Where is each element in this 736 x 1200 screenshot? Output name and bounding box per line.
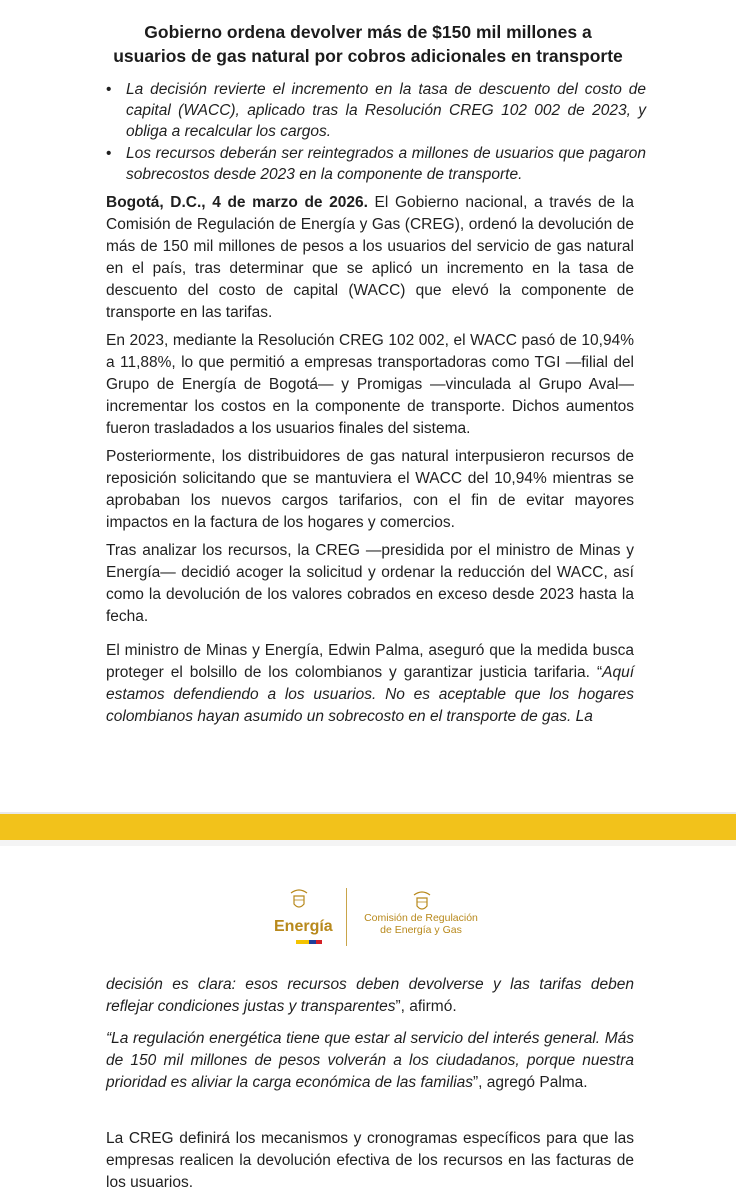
energia-logo-text: Energía	[274, 918, 333, 935]
creg-line-2: de Energía y Gas	[380, 924, 462, 936]
second-quote: “La regulación energética tiene que estar al servicio del interés general. Más de 150 mil millones de pesos volverán a los ciudadanos, porque nuestra prioridad es aliviar la carga económica de las familias	[106, 1030, 634, 1091]
summary-bullets	[126, 79, 646, 186]
logo-divider	[346, 888, 347, 946]
paragraph-quote-continuation	[106, 974, 634, 1018]
paragraph-intro-text: El Gobierno nacional, a través de la Comisión de Regulación de Energía y Gas (CREG), ordenó la devolución de más de 150 mil millones de pesos a los usuarios del servicio de gas natural en el país, tras determinar que se aplicó un incremento en la tasa de descuento del costo de capital (WACC) que elevó la componente de transporte en las tarifas.	[106, 194, 634, 321]
paragraph-recursos: Posteriormente, los distribuidores de gas natural interpusieron recursos de reposición solicitando que se mantuviera el WACC del 10,94% mientras se aprobaban los nuevos cargos tarifarios, con el fin de evitar mayores impactos en la factura de los hogares y comercios.	[106, 448, 634, 531]
headline-line-1: Gobierno ordena devolver más de $150 mil millones a	[144, 22, 592, 42]
colombia-crest-icon	[288, 888, 310, 914]
page-footer-band	[0, 814, 736, 840]
flag-stripe	[296, 940, 322, 944]
paragraph-intro	[106, 192, 634, 324]
headline-line-2: usuarios de gas natural por cobros adicionales en transporte	[113, 46, 623, 66]
second-quote-attribution: ”, agregó Palma.	[473, 1074, 588, 1091]
bullet-item: • La decisión revierte el incremento en la tasa de descuento del costo de capital (WACC), aplicado tras la Resolución CREG 102 002 de 2023, y obliga a recalcular los cargos.	[126, 79, 646, 142]
creg-logo-text	[356, 912, 486, 936]
minister-text: El ministro de Minas y Energía, Edwin Palma, aseguró que la medida busca proteger el bolsillo de los colombianos y garantizar justicia tarifaria. “	[106, 642, 634, 681]
quote-attribution: ”, afirmó.	[395, 998, 457, 1015]
bullet-item: • Los recursos deberán ser reintegrados a millones de usuarios que pagaron sobrecostos desde 2023 en la componente de transporte.	[126, 143, 646, 185]
paragraph-2023-resolution: En 2023, mediante la Resolución CREG 102 002, el WACC pasó de 10,94% a 11,88%, lo que permitió a empresas transportadoras como TGI —filial del Grupo de Energía de Bogotá— y Promigas —vinculada al Grupo Aval— incrementar los costos en la componente de transporte. Dichos aumentos fueron trasladados a los usuarios finales del sistema.	[106, 332, 634, 437]
paragraph-creg-decision: Tras analizar los recursos, la CREG —presidida por el ministro de Minas y Energía— decidió acoger la solicitud y ordenar la reducción del WACC, así como la devolución de los valores cobrados en exceso desde 2023 hasta la fecha.	[106, 542, 634, 625]
creg-line-1: Comisión de Regulación	[364, 912, 478, 924]
paragraph-second-quote	[106, 1028, 634, 1094]
header-logos	[272, 888, 492, 954]
paragraph-minister-quote	[106, 640, 634, 728]
headline	[60, 20, 676, 68]
quote-continuation: decisión es clara: esos recursos deben devolverse y las tarifas deben reflejar condiciones justas y transparentes	[106, 976, 634, 1015]
minister-quote: Aquí estamos defendiendo a los usuarios. No es aceptable que los hogares colombianos hayan asumido un sobrecosto en el transporte de gas. La	[106, 664, 634, 725]
paragraph-creg-mechanisms: La CREG definirá los mecanismos y cronogramas específicos para que las empresas realicen la devolución efectiva de los recursos en las facturas de los usuarios.	[106, 1130, 634, 1191]
dateline: Bogotá, D.C., 4 de marzo de 2026.	[106, 194, 368, 211]
